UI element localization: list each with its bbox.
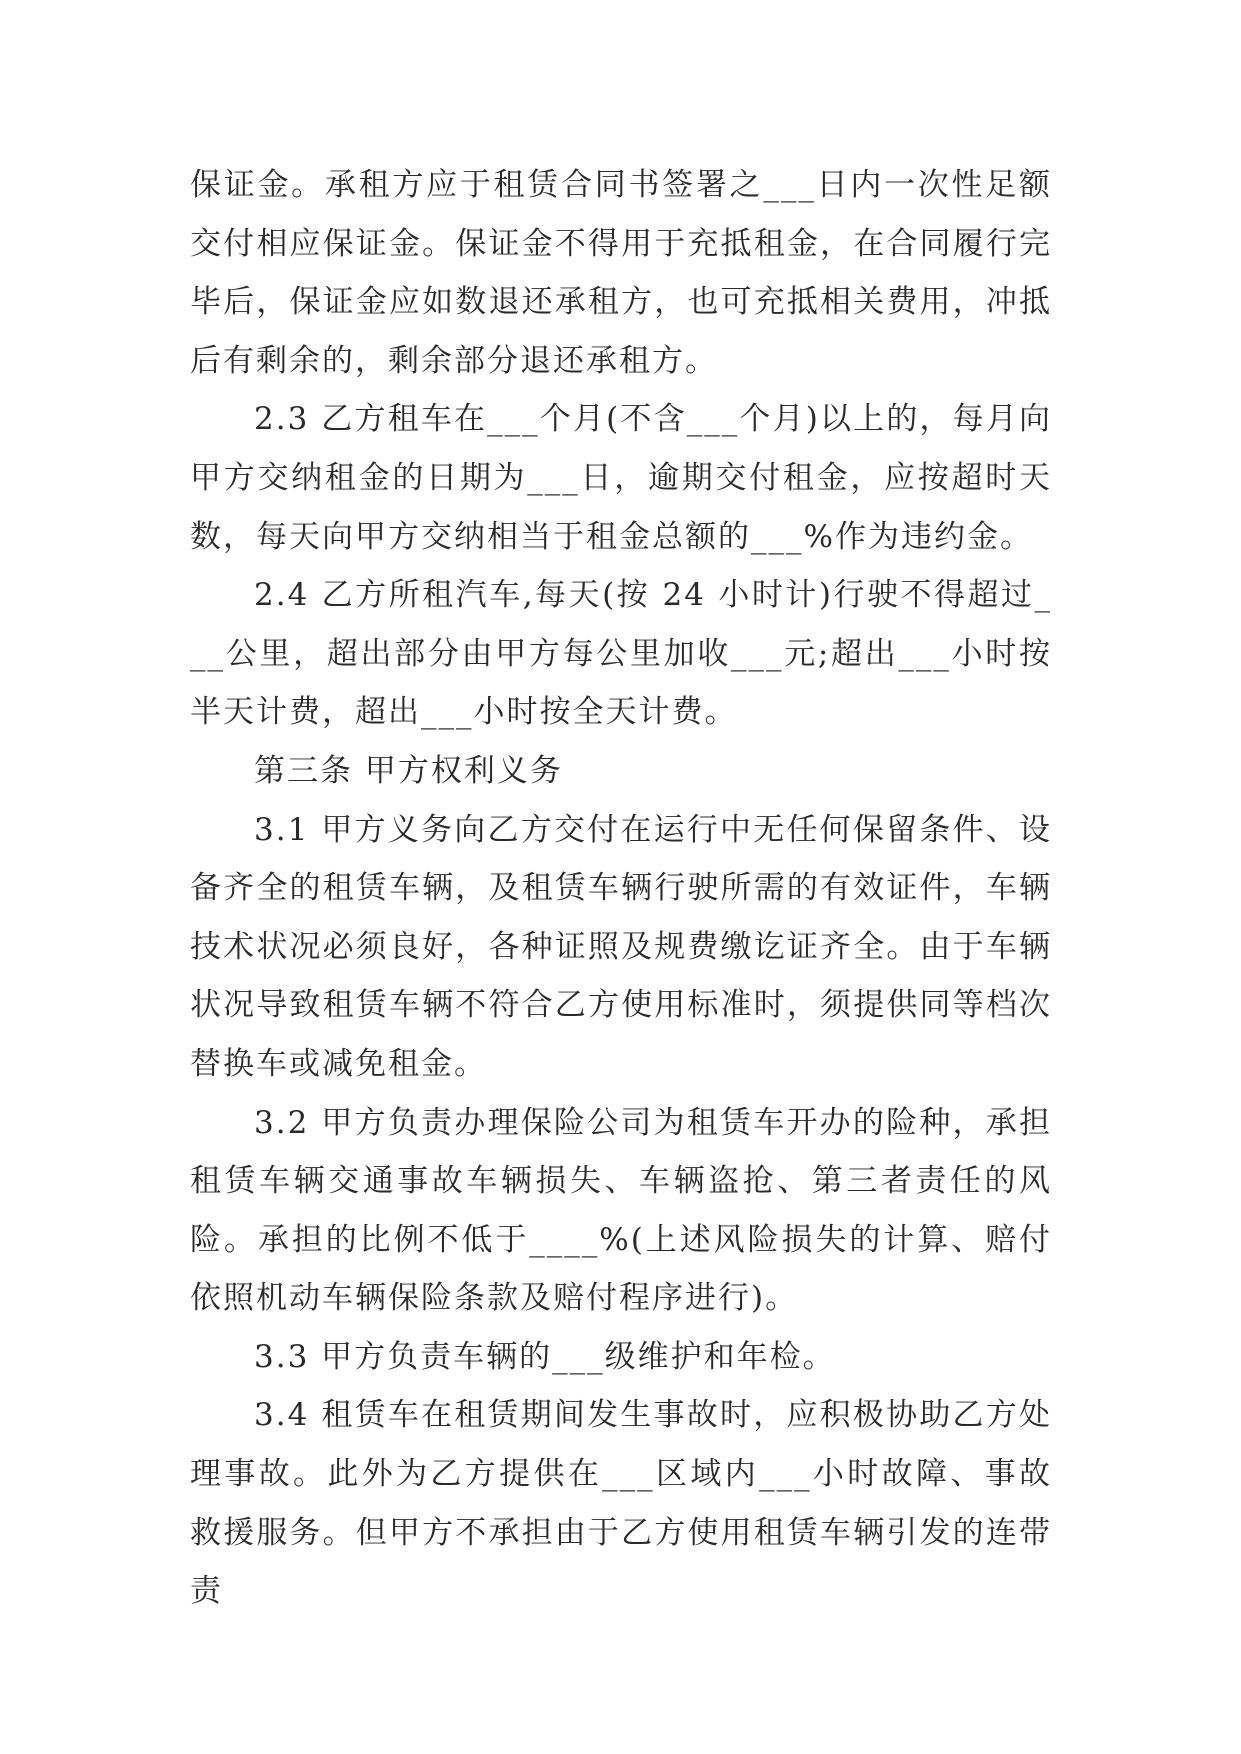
- paragraph-3-4: 3.4 租赁车在租赁期间发生事故时，应积极协助乙方处理事故。此外为乙方提供在___区域内___小时故障、事故救援服务。但甲方不承担由于乙方使用租赁车辆引发的连带责: [190, 1397, 1052, 1610]
- paragraph-deposit-continued: 保证金。承租方应于租赁合同书签署之___日内一次性足额交付相应保证金。保证金不得用于充抵租金，在合同履行完毕后，保证金应如数退还承租方，也可充抵相关费用，冲抵后有剩余的，剩余部分退还承租方。: [190, 167, 1052, 379]
- paragraph-2-3: 2.3 乙方租车在___个月(不含___个月)以上的，每月向甲方交纳租金的日期为___日，逾期交付租金，应按超时天数，每天向甲方交纳相当于租金总额的___%作为违约金。: [190, 401, 1052, 555]
- contract-text: [190, 156, 1052, 1621]
- section-heading-article-3: 第三条 甲方权利义务: [254, 752, 563, 789]
- paragraph-3-3: 3.3 甲方负责车辆的___级维护和年检。: [254, 1338, 836, 1375]
- paragraph-2-4: 2.4 乙方所租汽车,每天(按 24 小时计)行驶不得超过___公里，超出部分由甲方每公里加收___元;超出___小时按半天计费，超出___小时按全天计费。: [190, 577, 1052, 731]
- paragraph-3-1: 3.1 甲方义务向乙方交付在运行中无任何保留条件、设备齐全的租赁车辆，及租赁车辆行驶所需的有效证件，车辆技术状况必须良好，各种证照及规费缴讫证齐全。由于车辆状况导致租赁车辆不符合乙方使用标准时，须提供同等档次替换车或减免租金。: [190, 811, 1052, 1082]
- paragraph-3-2: 3.2 甲方负责办理保险公司为租赁车开办的险种，承担租赁车辆交通事故车辆损失、车辆盗抢、第三者责任的风险。承担的比例不低于____%(上述风险损失的计算、赔付依照机动车辆保险条款及赔付程序进行)。: [190, 1104, 1052, 1317]
